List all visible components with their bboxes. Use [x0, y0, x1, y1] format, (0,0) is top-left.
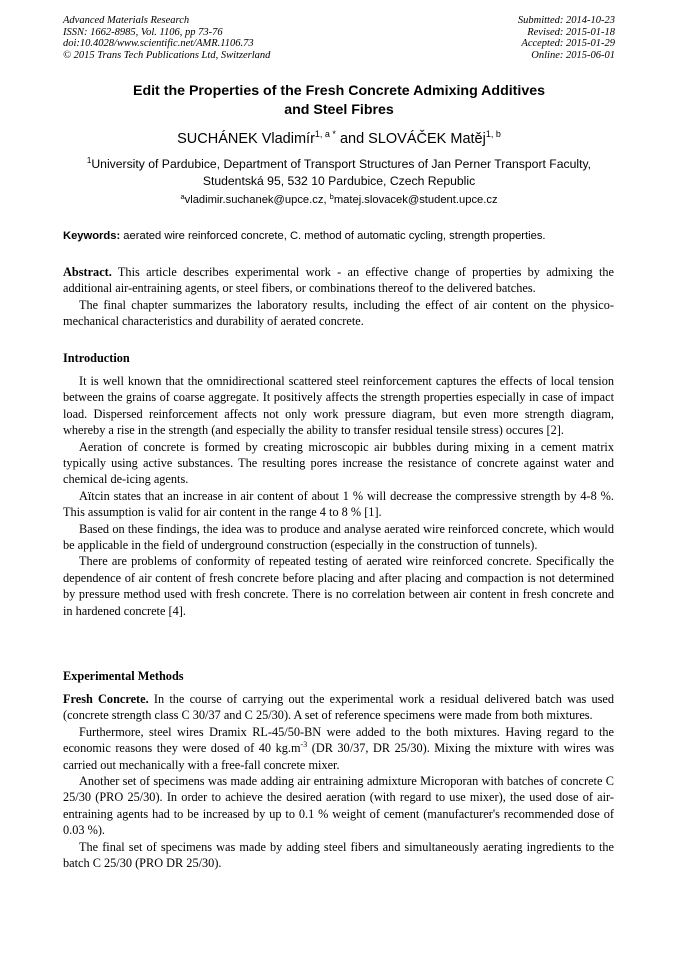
fresh-concrete-label: Fresh Concrete.	[63, 692, 149, 706]
affiliation-line-2: Studentská 95, 532 10 Pardubice, Czech Republic	[202, 174, 476, 188]
intro-p5: There are problems of conformity of repeated testing of aerated wire reinforced concrete. Specifically the dependence of air content of fresh concrete before placing and after placing and compaction is not determined by pressure method used with fresh concrete. There is no correlation between air content in fresh concrete and in hardened concrete [4].	[63, 554, 614, 618]
methods-p1: In the course of carrying out the experimental work a residual delivered batch was used (concrete strength class C 30/37 and C 25/30). A set of reference specimens were made from both mixtures.	[63, 692, 614, 723]
keywords-label: Keywords:	[63, 230, 121, 242]
revised-date: Revised: 2015-01-18	[527, 26, 615, 38]
issn-line: ISSN: 1662-8985, Vol. 1106, pp 73-76	[63, 26, 223, 38]
accepted-date: Accepted: 2015-01-29	[521, 38, 615, 49]
email-b-sup: b	[329, 192, 334, 201]
online-date: Online: 2015-06-01	[531, 49, 615, 61]
author-2: SLOVÁČEK Matěj	[368, 131, 486, 147]
intro-p3: Aïtcin states that an increase in air content of about 1 % will decrease the compressive strength by 4-8 %. This assumption is valid for air content in the range 4 to 8 % [1].	[63, 488, 614, 520]
intro-p1: It is well known that the omnidirectional scattered steel reinforcement captures the effects of local tension between the grains of coarse aggregate. It positively affects the strength properties especially in case of impact load. Dispersed reinforcement affects not only work pressure diagram, but even more strength diagram, whereby a rise in the strength (and especially the ability to transfer residual tensile stress) occures [2].	[63, 374, 614, 438]
author-1: SUCHÁNEK Vladimír	[177, 131, 315, 147]
journal-name: Advanced Materials Research	[63, 15, 190, 26]
abstract-label: Abstract.	[63, 265, 112, 279]
affiliation-line-1: University of Pardubice, Department of Transport Structures of Jan Perner Transport Faculty,	[91, 157, 592, 171]
copyright-line: © 2015 Trans Tech Publications Ltd, Switzerland	[63, 49, 271, 61]
abstract	[63, 264, 614, 330]
author-conj: and	[335, 131, 369, 147]
affiliation-sup: 1	[86, 156, 92, 165]
abstract-p1: This article describes experimental work - an effective change of properties by admixing the additional air-entraining agents, or steel fibers, or combinations thereof to the delivered batches.	[63, 265, 614, 296]
methods-p2b: (DR 30/37, DR 25/30). Mixing the mixture with wires was carried out mechanically with a free-fall concrete mixer.	[63, 741, 614, 772]
author-list	[60, 130, 618, 148]
methods-p2a: Furthermore, steel wires Dramix RL-45/50-BN were added to the both mixtures. Having regard to the economic reasons they were dosed of 40 kg.m	[63, 724, 614, 756]
author-1-sup: 1, a *	[314, 129, 336, 139]
journal-info	[63, 15, 270, 61]
methods-body	[63, 691, 614, 871]
intro-p2: Aeration of concrete is formed by creating microscopic air bubbles during mixing in a cement matrix typically using active substances. The resulting pores increase the resistance of concrete against water and chemical de-icing agents.	[63, 439, 614, 487]
introduction-body	[63, 373, 614, 619]
intro-p4: Based on these findings, the idea was to produce and analyse aerated wire reinforced concrete, which would be applicable in the field of underground construction (especially in the construction of tunnels).	[63, 521, 614, 553]
methods-p4: The final set of specimens was made by adding steel fibers and simultaneously aerating ingredients to the batch C 25/30 (PRO DR 25/30).	[63, 839, 614, 871]
keywords-text: aerated wire reinforced concrete, C. method of automatic cycling, strength properties.	[120, 230, 546, 242]
title-line-2: and Steel Fibres	[284, 102, 394, 118]
publication-dates	[518, 15, 615, 61]
author-2-sup: 1, b	[485, 129, 501, 139]
affiliation	[60, 156, 618, 190]
submitted-date: Submitted: 2014-10-23	[517, 15, 615, 26]
paper-title	[60, 82, 618, 120]
email-a-sup: a	[180, 192, 185, 201]
methods-p3: Another set of specimens was made adding air entraining admixture Microporan with batches of concrete C 25/30 (PRO 25/30). In order to achieve the desired aeration (with regard to use mixer), the used dose of air-entraining agents had to be increased by up to 0.1 % weight of cement (manufacturer's recommended dose of 0.03 %).	[63, 774, 614, 838]
keywords	[63, 229, 615, 244]
email-b[interactable]: matej.slovacek@student.upce.cz	[333, 194, 498, 206]
doi-line[interactable]: doi:10.4028/www.scientific.net/AMR.1106.73	[63, 38, 254, 49]
author-emails	[60, 193, 618, 208]
section-heading-methods: Experimental Methods	[63, 669, 184, 683]
title-line-1: Edit the Properties of the Fresh Concrete Admixing Additives	[132, 83, 546, 99]
methods-p2-sup: -3	[300, 740, 308, 750]
abstract-p2: The final chapter summarizes the laboratory results, including the effect of air content on the physico-mechanical characteristics and durability of aerated concrete.	[63, 297, 614, 329]
section-heading-introduction: Introduction	[63, 351, 130, 365]
email-a[interactable]: vladimir.suchanek@upce.cz,	[184, 194, 330, 206]
